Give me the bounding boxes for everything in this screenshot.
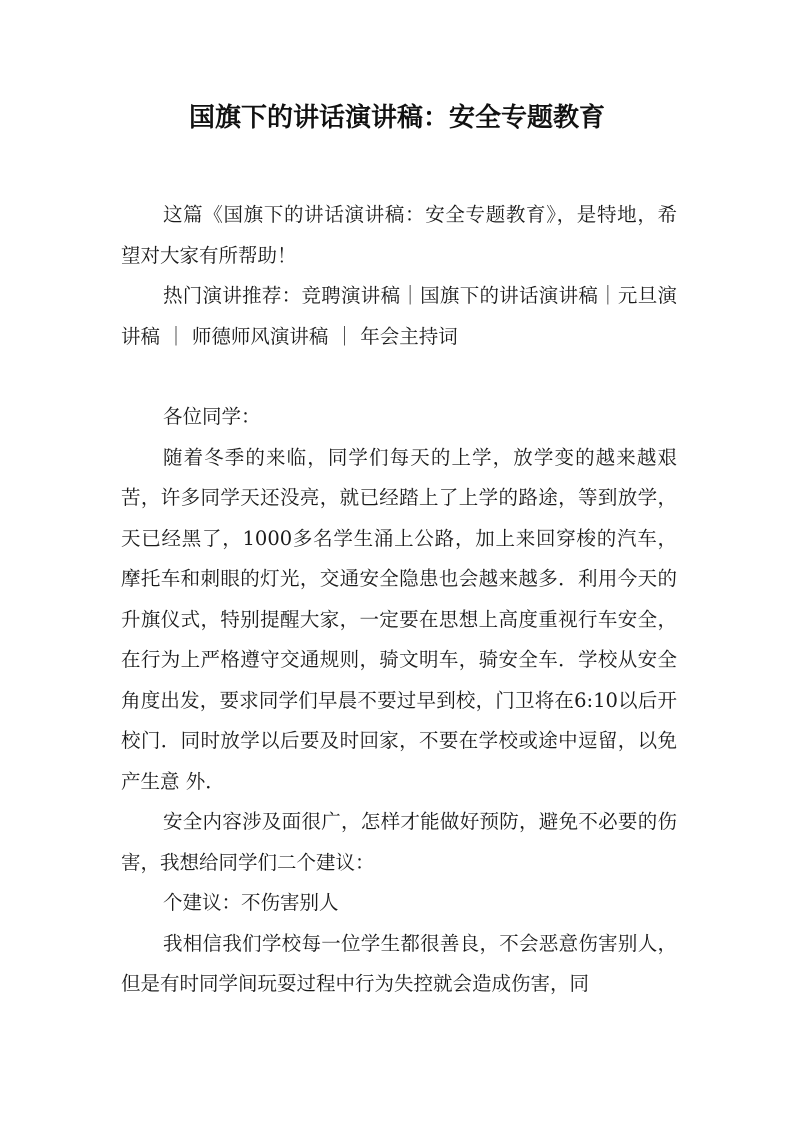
greeting: 各位同学： bbox=[163, 405, 261, 428]
body-paragraph: 个建议：不伤害别人 bbox=[163, 891, 339, 914]
paragraph-gap bbox=[121, 357, 677, 397]
document-title: 国旗下的讲话演讲稿：安全专题教育 bbox=[188, 103, 605, 133]
intro-paragraph: 这篇《国旗下的讲话演讲稿：安全专题教育》，是特地，希望对大家有所帮助！ bbox=[121, 203, 677, 267]
body-paragraph: 随着冬季的来临，同学们每天的上学，放学变的越来越艰苦，许多同学天还没亮，就已经踏上了上学的路途，等到放学，天已经黑了，1000多名学生涌上公路，加上来回穿梭的汽车，摩托车和刺眼的灯光，交通安全隐患也会越来越多．利用今天的升旗仪式，特别提醒大家，一定要在思想上高度重视行车安全，在行为上严格遵守交通规则，骑文明车，骑安全车．学校从安全角度出发，要求同学们早晨不要过早到校，门卫将在6:10以后开校门．同时放学以后要及时回家，不要在学校或途中逗留，以免产生意 外． bbox=[121, 445, 677, 793]
body-paragraph: 我相信我们学校每一位学生都很善良，不会恶意伤害别人，但是有时同学间玩耍过程中行为失控就会造成伤害，同 bbox=[121, 931, 677, 995]
hot-links-paragraph: 热门演讲推荐：竞聘演讲稿｜国旗下的讲话演讲稿｜元旦演讲稿 ｜ 师德师风演讲稿 ｜ 年会主持词 bbox=[121, 284, 677, 348]
body-paragraph: 安全内容涉及面很广，怎样才能做好预防，避免不必要的伤害，我想给同学们二个建议： bbox=[121, 810, 677, 874]
document-body bbox=[121, 195, 677, 1005]
